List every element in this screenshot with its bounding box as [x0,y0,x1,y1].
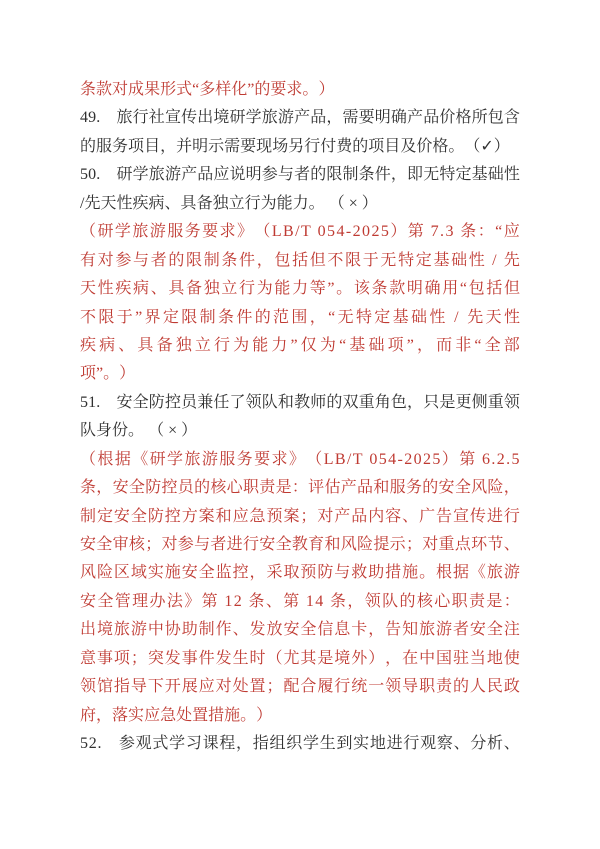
text-line: 意 事 项 ； 突 发 事 件 发 生 时 （ 尤 其 是 境 外 ） ， 在 中 国 驻 当 地 使 [80,649,520,667]
text-line: （ 研 学 旅 游 服 务 要 求 》 （ L B / T 0 5 4 - 2 0 2 5 ） 第 7 . 3 条 ： “ 应 [80,223,520,241]
text-line: 5 2 . 参 观 式 学 习 课 程 ， 指 组 织 学 生 到 实 地 进 行 观 察 、 分 析 、 [80,735,520,753]
text-line: 4 9 . 旅 行 社 宣 传 出 境 研 学 旅 游 产 品 ， 需 要 明 确 产 品 价 格 所 包 含 [80,109,520,127]
text-line: 5 1 . 安 全 防 控 员 兼 任 了 领 队 和 教 师 的 双 重 角 色 ， 只 是 更 侧 重 领 [80,393,520,411]
text-line: 安 全 管 理 办 法 》 第 1 2 条 、 第 1 4 条 ， 领 队 的 核 心 职 责 是 ： [80,592,520,610]
text-line: 出 境 旅 游 中 协 助 制 作 、 发 放 安 全 信 息 卡 ， 告 知 旅 游 者 安 全 注 [80,621,520,639]
text-line: 制 定 安 全 防 控 方 案 和 应 急 预 案 ； 对 产 品 内 容 、 广 告 宣 传 进 行 [80,507,520,525]
text-line: 不 限 于 ” 界 定 限 制 条 件 的 范 围 ， “ 无 特 定 基 础 性 / 先 天 性 [80,308,520,326]
text-line: 5 0 . 研 学 旅 游 产 品 应 说 明 参 与 者 的 限 制 条 件 ， 即 无 特 定 基 础 性 [80,166,520,184]
text-line: 项 ” 。 ） [80,365,136,383]
text-line: 条 ， 安 全 防 控 员 的 核 心 职 责 是 ： 评 估 产 品 和 服 务 的 安 全 风 险 ， [80,479,520,497]
text-line: （ 根 据 《 研 学 旅 游 服 务 要 求 》 （ L B / T 0 5 4 - 2 0 2 5 ） 第 6 . 2 . 5 [80,450,520,468]
text-line: 有 对 参 与 者 的 限 制 条 件 ， 包 括 但 不 限 于 无 特 定 基 础 性 / 先 [80,251,520,269]
text-line: 领 馆 指 导 下 开 展 应 对 处 置 ； 配 合 履 行 统 一 领 导 职 责 的 人 民 政 [80,678,520,696]
text-line: 疾 病 、 具 备 独 立 行 为 能 力 ” 仅 为 “ 基 础 项 ” ， 而 非 “ 全 部 [80,336,520,354]
text-line: 天 性 疾 病 、 具 备 独 立 行 为 能 力 等 ” 。 该 条 款 明 确 用 “ 包 括 但 [80,280,520,298]
text-line: 队 身 份 。 （ × ） [80,422,198,440]
text-line: 风 险 区 域 实 施 安 全 监 控 ， 采 取 预 防 与 救 助 措 施 。 根 据 《 旅 游 [80,564,520,582]
text-line: 条 款 对 成 果 形 式 “ 多 样 化 ” 的 要 求 。 ） [80,81,335,98]
text-block [80,76,520,759]
text-line: / 先 天 性 疾 病 、 具 备 独 立 行 为 能 力 。 （ × ） [80,194,378,212]
text-line: 的 服 务 项 目 ， 并 明 示 需 要 现 场 另 行 付 费 的 项 目 及 价 格 。 （ ✓ ） [80,137,510,155]
text-line: 府 ， 落 实 应 急 处 置 措 施 。 ） [80,706,273,724]
text-line: 安 全 审 核 ； 对 参 与 者 进 行 安 全 教 育 和 风 险 提 示 ； 对 重 点 环 节 、 [80,536,520,553]
